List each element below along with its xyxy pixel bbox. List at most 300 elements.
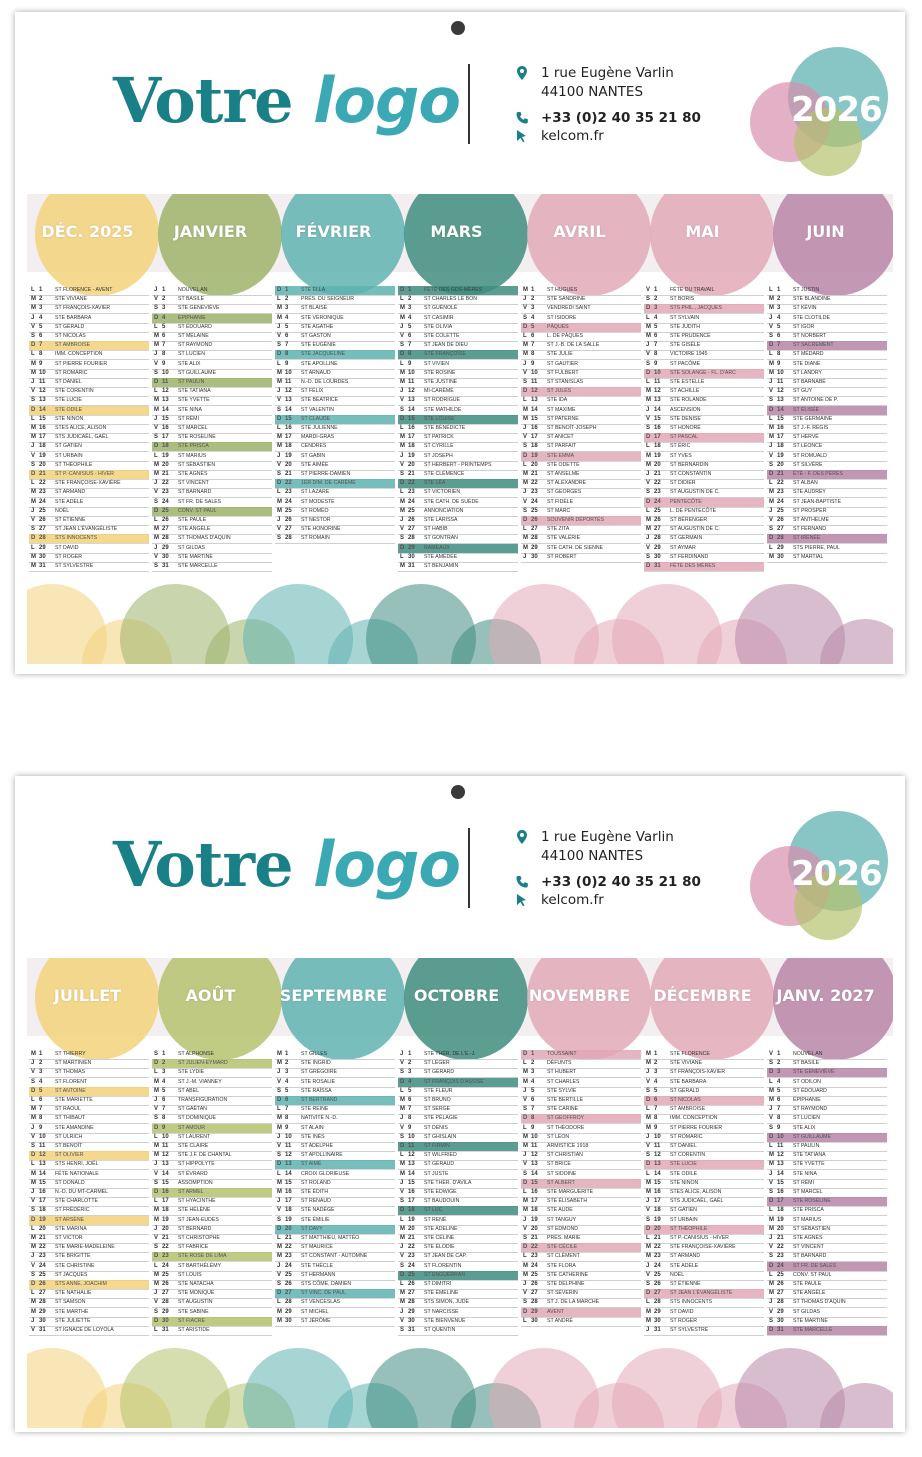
saint-name: FÊTE DES GDS-MÈRES <box>424 287 483 293</box>
saint-name: STE MARCELLE <box>793 1327 833 1333</box>
weekday-letter: J <box>31 379 35 385</box>
weekday-letter: S <box>400 1327 405 1333</box>
day-number: 17 <box>531 1198 538 1205</box>
day-number: 17 <box>654 434 661 441</box>
day-number: 15 <box>285 1179 292 1186</box>
saint-name: STE LÉA <box>424 480 446 487</box>
weekday-letter: L <box>400 425 404 431</box>
saint-name: ST J.-B. DE LA SALLE <box>547 342 600 349</box>
saint-name: STE CHRISTINE <box>55 1262 95 1269</box>
address-line-1: 1 rue Eugène Varlin <box>541 829 674 845</box>
saint-name: STE ÉLODIE <box>424 1244 455 1251</box>
saint-name: STE PAULE <box>178 517 207 523</box>
weekday-letter: L <box>646 507 650 514</box>
saint-name: FÊTE DU TRAVAIL <box>670 287 715 293</box>
weekday-letter: D <box>31 471 36 477</box>
saint-name: ST ALAIN <box>301 1124 324 1131</box>
saint-name: ST GILDAS <box>793 1308 821 1315</box>
day-number: 11 <box>285 1143 292 1149</box>
saint-name: ST GILLES <box>301 1051 328 1057</box>
saint-name: ST LAURENT <box>178 1133 211 1140</box>
day-row <box>398 562 518 572</box>
weekday-letter: J <box>523 489 527 496</box>
day-number: 1 <box>654 1051 658 1057</box>
saint-name: ST JUSTIN <box>793 287 820 293</box>
weekday-letter: L <box>154 1198 158 1205</box>
saint-name: ST VIVIEN <box>424 360 449 367</box>
day-number: 4 <box>777 1078 781 1085</box>
saint-name: ST RAYMOND <box>178 342 213 349</box>
weekday-letter: M <box>523 471 528 477</box>
day-number: 28 <box>531 1299 538 1306</box>
day-number: 11 <box>531 1143 538 1149</box>
day-number: 30 <box>777 1317 784 1324</box>
saint-name: TRANSFIGURATION <box>178 1097 228 1103</box>
weekday-letter: J <box>646 535 650 542</box>
saint-name: ST LUCIEN <box>178 351 206 358</box>
weekday-letter: L <box>523 397 527 404</box>
day-number: 5 <box>654 323 658 330</box>
weekday-letter: D <box>154 314 159 321</box>
saint-name: STE ROSALIE <box>301 1078 336 1085</box>
weekday-letter: D <box>400 544 405 551</box>
weekday-letter: S <box>154 498 159 505</box>
day-number: 22 <box>777 480 784 487</box>
day-number: 31 <box>162 563 169 569</box>
day-number: 10 <box>162 1133 169 1140</box>
weekday-letter: M <box>769 425 774 431</box>
weekday-letter: V <box>154 296 159 303</box>
day-number: 24 <box>531 498 538 505</box>
day-number: 24 <box>408 498 415 505</box>
weekday-letter: D <box>646 369 651 376</box>
weekday-letter: M <box>277 1179 282 1186</box>
logo-word-2: logo <box>313 64 460 137</box>
saint-name: ST PAULIN <box>793 1143 820 1149</box>
weekday-letter: V <box>154 1235 159 1241</box>
day-number: 14 <box>531 1170 538 1177</box>
weekday-letter: S <box>400 471 405 477</box>
saint-name: ST LUC <box>424 1207 443 1214</box>
day-number: 24 <box>777 498 784 505</box>
day-number: 6 <box>654 1097 658 1103</box>
day-number: 13 <box>531 1161 538 1168</box>
weekday-letter: M <box>646 1051 651 1057</box>
weekday-letter: J <box>31 1060 35 1067</box>
day-number: 5 <box>162 1087 166 1094</box>
weekday-letter: J <box>646 342 650 349</box>
weekday-letter: M <box>523 1078 528 1085</box>
weekday-letter: S <box>154 1115 159 1122</box>
day-number: 14 <box>162 1170 169 1177</box>
saint-name: ST PATERNE <box>547 415 579 422</box>
saint-name: ST NICOLAS <box>670 1097 701 1103</box>
weekday-letter: M <box>31 1170 36 1177</box>
logo-placeholder <box>113 64 460 137</box>
day-number: 8 <box>654 351 658 358</box>
saint-name: ST AIMÉ <box>301 1161 322 1168</box>
day-number: 21 <box>162 471 169 477</box>
day-number: 20 <box>531 461 538 468</box>
saint-name: NATIVITÉ N.-D. <box>301 1115 338 1122</box>
saint-name: VENDREDI SAINT <box>547 305 591 312</box>
day-number: 20 <box>285 461 292 468</box>
day-number: 30 <box>39 1317 46 1324</box>
day-number: 23 <box>285 1253 292 1260</box>
weekday-letter: V <box>31 1069 36 1076</box>
weekday-letter: L <box>277 425 281 431</box>
day-number: 17 <box>162 434 169 441</box>
day-number: 7 <box>777 342 781 349</box>
day-row <box>767 553 887 563</box>
day-number: 15 <box>162 415 169 422</box>
weekday-letter: L <box>523 1060 527 1067</box>
weekday-letter: S <box>646 553 651 560</box>
day-number: 5 <box>654 1087 658 1094</box>
weekday-letter: J <box>277 1133 281 1140</box>
calendar-sheet-1 <box>15 12 905 674</box>
weekday-letter: J <box>523 1087 527 1094</box>
weekday-letter: D <box>400 287 405 293</box>
day-number: 7 <box>531 342 535 349</box>
saint-name: ST SYLVAIN <box>670 314 700 321</box>
saint-name: STE EMMA <box>547 452 575 459</box>
day-number: 7 <box>39 1106 43 1113</box>
weekday-letter: L <box>769 351 773 358</box>
saint-name: ST JULES <box>547 388 572 395</box>
day-number: 1 <box>39 1051 43 1057</box>
saint-name: ST RENAUD <box>301 1198 331 1205</box>
weekday-letter: D <box>154 379 159 385</box>
weekday-letter: M <box>277 1253 282 1260</box>
weekday-letter: J <box>769 379 773 385</box>
saint-name: ST THOMAS <box>55 1069 86 1076</box>
saint-name: STE AMANDINE <box>55 1124 94 1131</box>
weekday-letter: M <box>31 1051 36 1057</box>
day-number: 15 <box>531 415 538 422</box>
weekday-letter: M <box>769 1225 774 1232</box>
saint-name: STE ALIX <box>793 1124 816 1131</box>
saint-name: STE LYDIE <box>178 1069 205 1076</box>
day-number: 25 <box>531 507 538 514</box>
weekday-letter: S <box>154 369 159 376</box>
weekday-letter: S <box>31 1271 36 1278</box>
saint-name: ST TANGUY <box>547 1216 577 1223</box>
day-number: 7 <box>162 342 166 349</box>
saint-name: PRÉS. MARIE <box>547 1235 581 1241</box>
weekday-letter: D <box>400 1271 405 1278</box>
saint-name: RAMEAUX <box>424 544 450 551</box>
weekday-letter: V <box>277 397 282 404</box>
weekday-letter: V <box>646 480 651 487</box>
saint-name: STE PRISCA <box>793 1207 824 1214</box>
saint-name: ST NESTOR <box>301 517 331 523</box>
weekday-letter: D <box>646 498 651 505</box>
weekday-letter: V <box>154 553 159 560</box>
saint-name: STES ALICE, ALISON <box>670 1189 722 1195</box>
saint-name: ST DENIS <box>424 1124 448 1131</box>
day-number: 2 <box>39 296 43 303</box>
weekday-letter: M <box>646 461 651 468</box>
day-number: 20 <box>408 1225 415 1232</box>
day-number: 10 <box>285 369 292 376</box>
day-number: 27 <box>531 526 538 533</box>
day-number: 16 <box>285 425 292 431</box>
saint-name: STE BLANDINE <box>793 296 831 303</box>
weekday-letter: J <box>154 1290 158 1297</box>
weekday-letter: D <box>277 415 282 422</box>
saint-name: PRÉS. DU SEIGNEUR <box>301 296 355 303</box>
weekday-letter: V <box>400 1060 405 1067</box>
saint-name: STE AGNÈS <box>793 1235 823 1241</box>
saint-name: ST ARMAND <box>55 489 86 496</box>
saint-name: ST HERMANN <box>301 1271 336 1278</box>
weekday-letter: M <box>646 1308 651 1315</box>
day-number: 13 <box>408 397 415 404</box>
weekday-letter: V <box>400 1253 405 1260</box>
saint-name: ST YVES <box>670 452 692 459</box>
saint-name: ST RODRIGUE <box>424 397 460 404</box>
weekday-letter: J <box>277 1262 281 1269</box>
day-number: 25 <box>408 1271 415 1278</box>
day-row <box>644 1326 764 1336</box>
weekday-letter: L <box>31 1161 35 1168</box>
weekday-letter: L <box>400 1152 404 1159</box>
saint-name: ST FRANÇOIS-XAVIER <box>670 1069 726 1076</box>
day-number: 4 <box>654 314 658 321</box>
saint-name: STE GERMAINE <box>793 415 833 422</box>
saint-name: ST GUY <box>793 388 813 395</box>
day-number: 20 <box>777 461 784 468</box>
day-number: 16 <box>39 425 46 431</box>
day-number: 19 <box>654 452 661 459</box>
day-number: 8 <box>777 351 781 358</box>
day-number: 30 <box>285 1317 292 1324</box>
day-number: 23 <box>777 489 784 496</box>
day-number: 6 <box>39 1097 43 1103</box>
weekday-letter: M <box>277 434 282 441</box>
saint-name: NOËL <box>670 1271 685 1278</box>
weekday-letter: V <box>31 388 36 395</box>
weekday-letter: J <box>400 517 404 523</box>
saint-name: STE INGRID <box>301 1060 331 1067</box>
weekday-letter: S <box>400 342 405 349</box>
day-number: 1 <box>39 287 43 293</box>
day-number: 22 <box>654 480 661 487</box>
weekday-letter: D <box>646 434 651 441</box>
weekday-letter: J <box>646 471 650 477</box>
saint-name: STE CLÉMENCE <box>424 471 465 477</box>
weekday-letter: M <box>769 296 774 303</box>
saint-name: ST HONORÉ <box>670 425 701 431</box>
saint-name: STE ÉDITH <box>301 1189 329 1195</box>
day-number: 23 <box>39 1253 46 1260</box>
saint-name: AVENT <box>547 1308 564 1315</box>
weekday-letter: J <box>523 553 527 560</box>
weekday-letter: M <box>31 563 36 569</box>
saint-name: ST ROLAND <box>301 1179 331 1186</box>
weekday-letter: S <box>154 1179 159 1186</box>
day-number: 2 <box>777 296 781 303</box>
weekday-letter: L <box>646 1235 650 1241</box>
day-number: 18 <box>654 1207 661 1214</box>
saint-name: ST DAVID <box>670 1308 694 1315</box>
day-number: 30 <box>531 553 538 560</box>
weekday-letter: D <box>277 480 282 487</box>
weekday-letter: M <box>400 563 405 569</box>
saint-name: STE LUCIE <box>670 1161 697 1168</box>
weekday-letter: M <box>646 1060 651 1067</box>
weekday-letter: J <box>400 388 404 395</box>
saint-name: STE CATHERINE <box>547 1271 589 1278</box>
day-number: 4 <box>39 314 43 321</box>
day-number: 7 <box>285 342 289 349</box>
saint-name: STE EDWIGE <box>424 1189 457 1195</box>
weekday-letter: S <box>769 1060 774 1067</box>
saint-name: ST MODESTE <box>301 498 335 505</box>
saint-name: STE ROLANDE <box>670 397 707 404</box>
weekday-letter: V <box>154 489 159 496</box>
saint-name: ST ISIDORE <box>547 314 577 321</box>
saint-name: ST NORBERT <box>793 333 827 339</box>
day-number: 3 <box>285 305 289 312</box>
weekday-letter: D <box>769 1198 774 1205</box>
day-number: 14 <box>531 406 538 413</box>
website-link: kelcom.fr <box>541 128 604 144</box>
day-number: 20 <box>39 461 46 468</box>
saint-name: ST VENCESLAS <box>301 1299 341 1306</box>
saint-name: STE COLETTE <box>424 333 460 339</box>
saint-name: ST FLORENTIN <box>424 1262 462 1269</box>
month-header: MAI <box>685 222 720 241</box>
weekday-letter: V <box>31 1133 36 1140</box>
day-number: 19 <box>777 452 784 459</box>
saint-name: ST SYLVESTRE <box>55 563 94 569</box>
saint-name: CONV. ST PAUL <box>178 507 217 514</box>
saint-name: ST MARIUS <box>793 1216 822 1223</box>
day-number: 12 <box>285 1152 292 1159</box>
weekday-letter: D <box>154 1253 159 1260</box>
saint-name: ST GÉRARD <box>424 1069 455 1076</box>
day-number: 9 <box>531 360 535 367</box>
day-number: 31 <box>654 563 661 569</box>
saint-name: ST HYACINTHE <box>178 1198 216 1205</box>
day-number: 30 <box>408 1317 415 1324</box>
day-number: 12 <box>162 388 169 395</box>
weekday-letter: J <box>154 415 158 422</box>
saint-name: ST GEORGES <box>547 489 582 496</box>
saint-name: ARMISTICE 1918 <box>547 1143 589 1149</box>
weekday-letter: J <box>154 1225 158 1232</box>
saint-name: STE ANGÈLE <box>793 1290 826 1297</box>
saint-name: STE AUDE <box>547 1207 573 1214</box>
day-number: 1 <box>285 1051 289 1057</box>
saint-name: STE BARBARA <box>55 314 92 321</box>
month-header: DÉCEMBRE <box>653 986 752 1005</box>
weekday-letter: D <box>769 535 774 542</box>
saint-name: ST FÉLIX <box>301 388 324 395</box>
day-number: 26 <box>531 1281 538 1287</box>
weekday-letter: M <box>31 1179 36 1186</box>
weekday-letter: M <box>31 305 36 312</box>
weekday-letter: J <box>277 1198 281 1205</box>
saint-name: ST THIERRY <box>55 1051 86 1057</box>
weekday-letter: M <box>646 526 651 533</box>
day-number: 7 <box>654 1106 658 1113</box>
saint-name: ST LÉON <box>547 1133 570 1140</box>
day-number: 20 <box>777 1225 784 1232</box>
saint-name: 1ER DIM. DE CARÊME <box>301 480 356 487</box>
day-number: 22 <box>285 480 292 487</box>
saint-name: STS INNOCENTS <box>55 535 98 542</box>
day-number: 18 <box>285 1207 292 1214</box>
weekday-letter: M <box>646 388 651 395</box>
saint-name: STE ÉMILIE <box>301 1216 330 1223</box>
weekday-letter: S <box>646 360 651 367</box>
day-number: 22 <box>285 1244 292 1251</box>
weekday-letter: L <box>646 314 650 321</box>
saint-name: STE ZITA <box>547 526 570 533</box>
saint-name: ST SÉBASTIEN <box>793 1225 831 1232</box>
saint-name: STE ELLA <box>301 287 326 293</box>
day-number: 18 <box>285 443 292 450</box>
saint-name: ST PASCAL <box>670 434 699 441</box>
saint-name: STE JULIENNE <box>301 425 338 431</box>
day-number: 3 <box>777 1069 781 1076</box>
day-number: 13 <box>654 397 661 404</box>
weekday-letter: M <box>154 1207 159 1214</box>
day-number: 15 <box>39 415 46 422</box>
day-number: 29 <box>162 1308 169 1315</box>
saint-name: STE JULIE <box>547 351 573 358</box>
weekday-letter: D <box>646 305 651 312</box>
day-number: 6 <box>408 1097 412 1103</box>
saint-name: STS CÔME, DAMIEN <box>301 1281 352 1287</box>
day-number: 29 <box>777 1308 784 1315</box>
day-number: 13 <box>162 1161 169 1168</box>
day-number: 30 <box>531 1317 538 1324</box>
saint-name: STE OLIVIA <box>424 323 453 330</box>
weekday-letter: M <box>523 406 528 413</box>
day-number: 31 <box>654 1327 661 1333</box>
saint-name: ST JÉRÔME <box>301 1317 331 1324</box>
day-number: 6 <box>531 1097 535 1103</box>
saint-name: STE J.F. DE CHANTAL <box>178 1152 232 1159</box>
day-number: 27 <box>654 526 661 533</box>
day-number: 22 <box>408 480 415 487</box>
weekday-letter: M <box>523 351 528 358</box>
weekday-letter: M <box>154 461 159 468</box>
saint-name: STE IDA <box>547 397 568 404</box>
day-number: 18 <box>162 1207 169 1214</box>
weekday-letter: S <box>400 535 405 542</box>
saint-name: NOUVEL AN <box>178 287 208 293</box>
day-number: 4 <box>654 1078 658 1085</box>
day-number: 21 <box>285 471 292 477</box>
weekday-letter: M <box>31 296 36 303</box>
month-header: SEPTEMBRE <box>279 986 388 1005</box>
weekday-letter: L <box>646 443 650 450</box>
logo-placeholder <box>113 828 460 901</box>
saint-name: ST QUENTIN <box>424 1327 456 1333</box>
day-number: 15 <box>162 1179 169 1186</box>
weekday-letter: M <box>400 1235 405 1241</box>
weekday-letter: M <box>154 397 159 404</box>
weekday-letter: V <box>154 1170 159 1177</box>
saint-name: STE SABINE <box>178 1308 209 1315</box>
weekday-letter: D <box>154 507 159 514</box>
weekday-letter: J <box>646 406 650 413</box>
